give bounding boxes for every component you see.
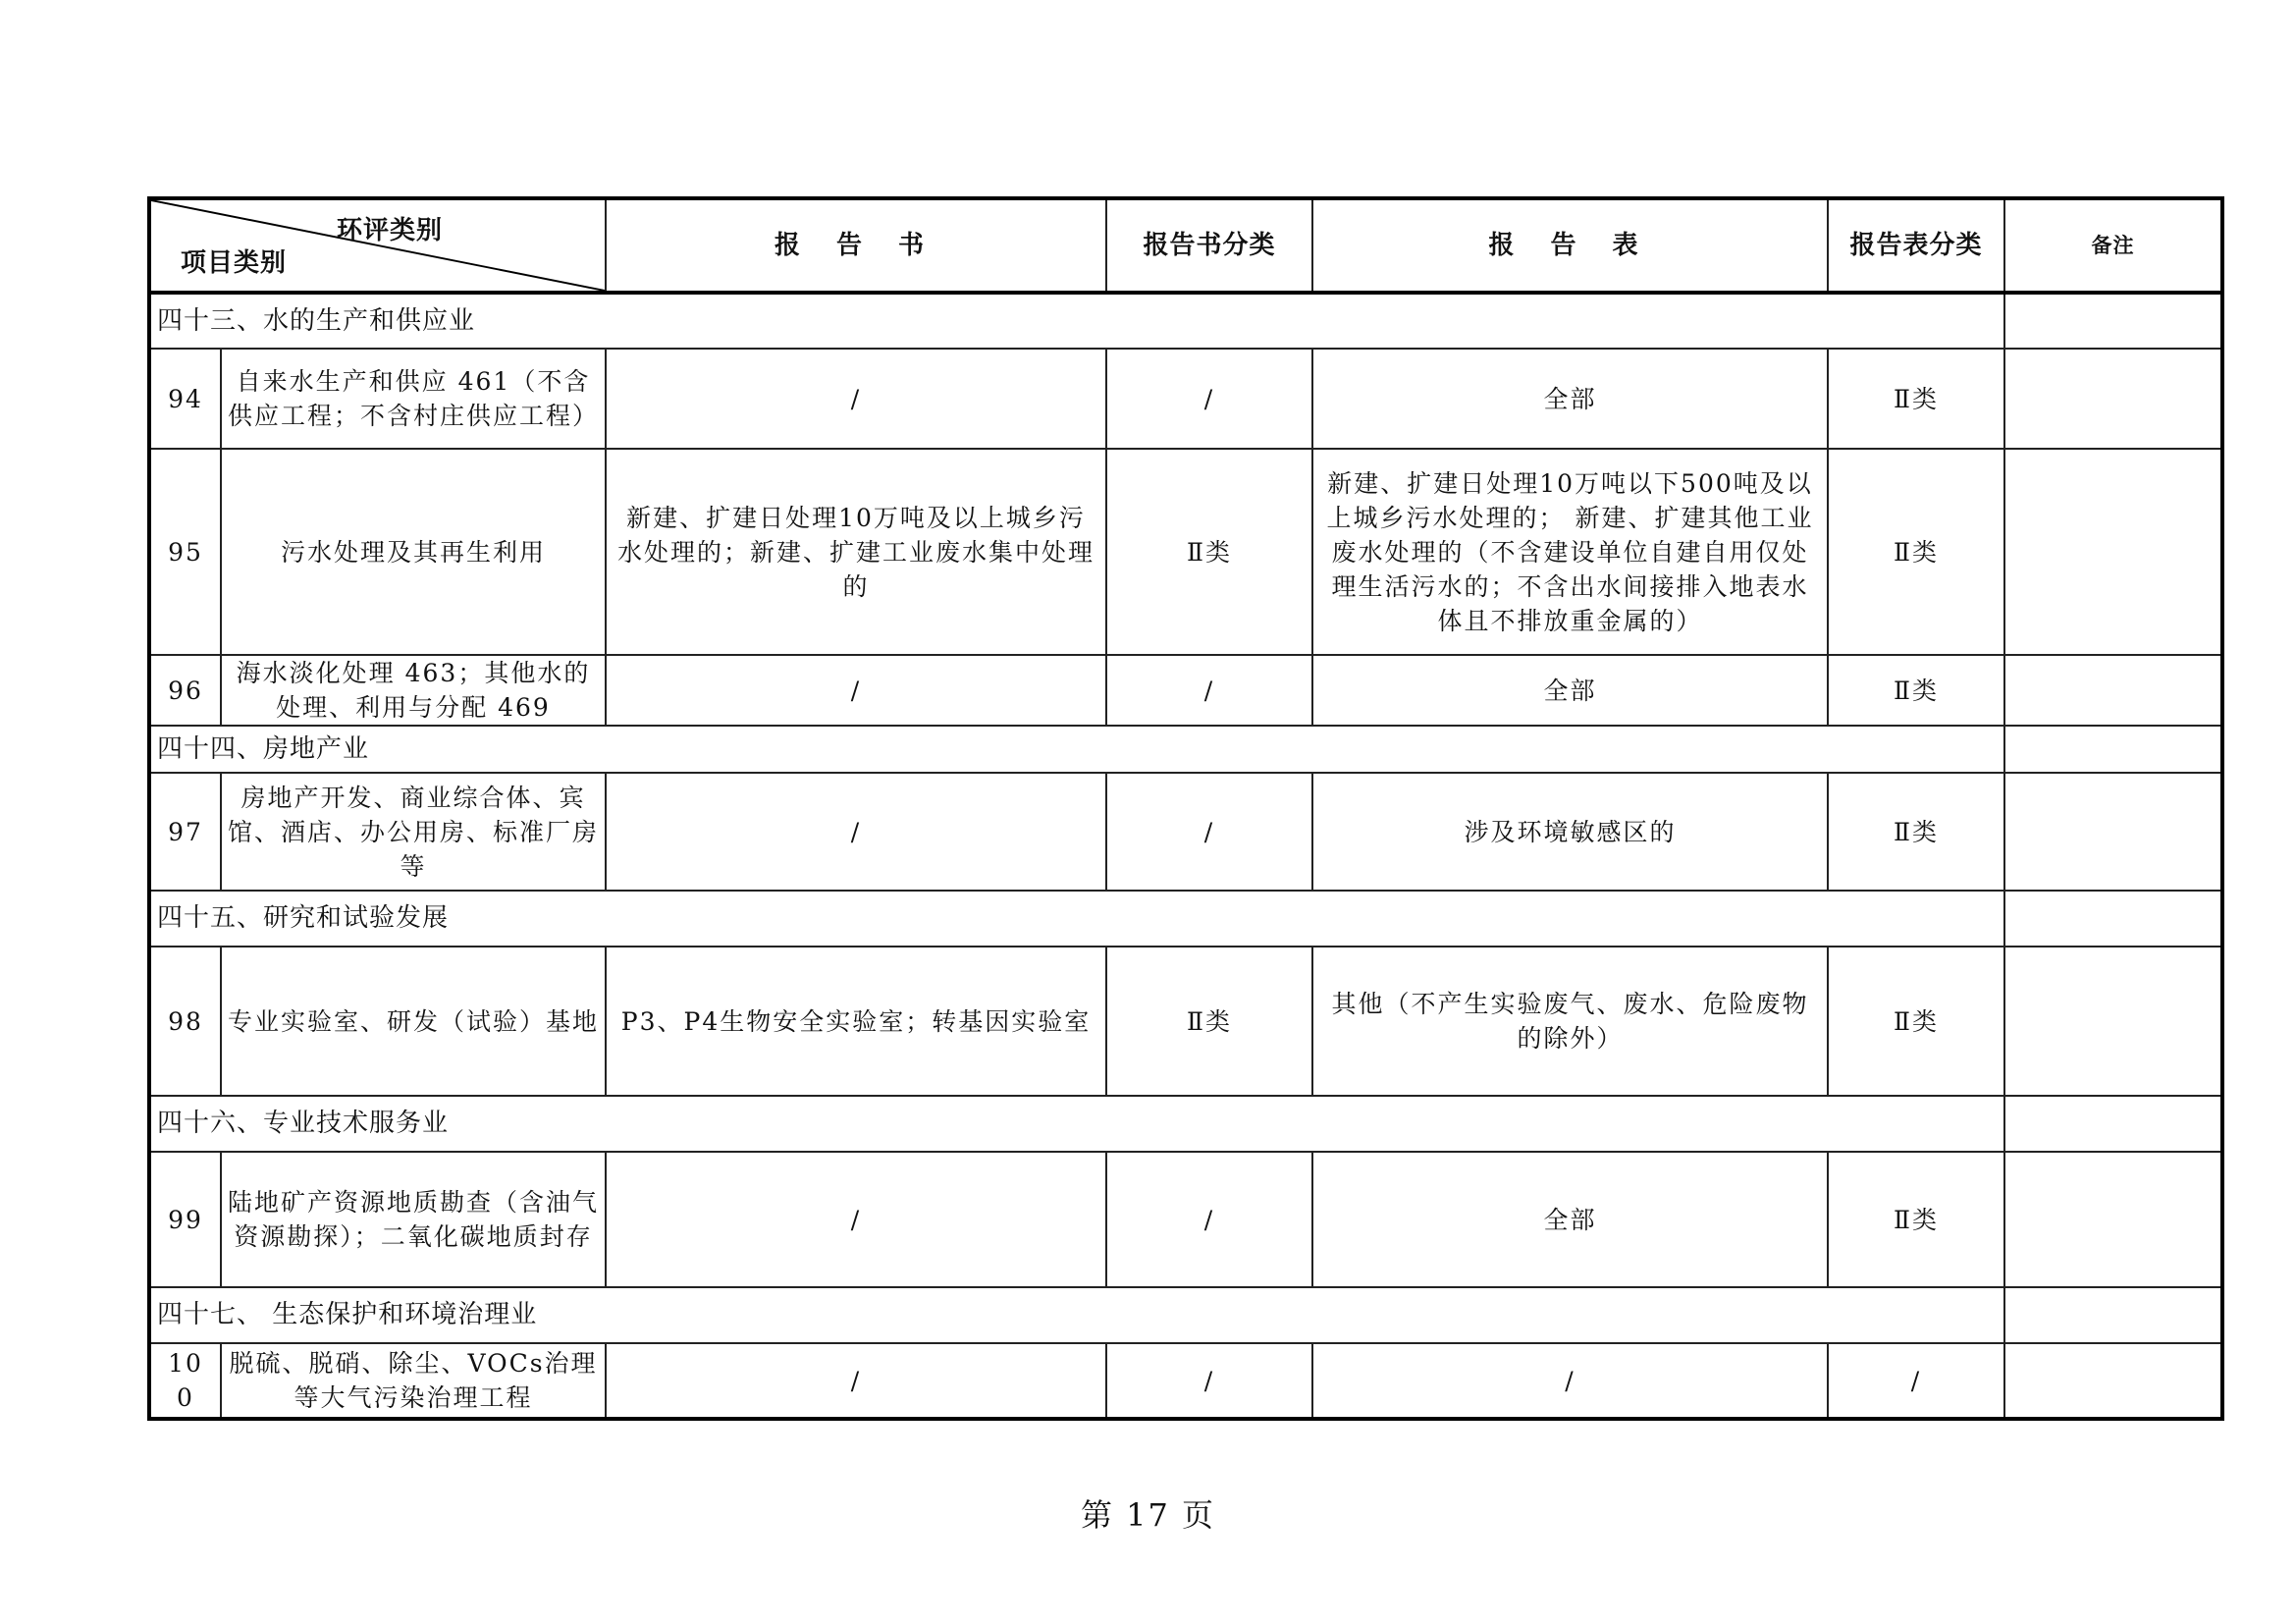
section-title: 四十三、水的生产和供应业 (149, 293, 2004, 349)
row-number: 94 (149, 349, 221, 449)
report-form-cell: / (1312, 1343, 1828, 1419)
report-form-cell: 新建、扩建日处理10万吨以下500吨及以上城乡污水处理的； 新建、扩建其他工业废水处理的（不含建设单位自建自用仅处理生活污水的；不含出水间接排入地表水体且不排放重金属的） (1312, 449, 1828, 655)
note-cell (2004, 655, 2222, 726)
project-category-label: 项目类别 (181, 248, 288, 278)
report-form-cell: 全部 (1312, 655, 1828, 726)
col-note: 备注 (2004, 198, 2222, 293)
note-cell (2004, 947, 2222, 1096)
row-number: 96 (149, 655, 221, 726)
row-number: 100 (149, 1343, 221, 1419)
section-row (149, 1287, 2222, 1343)
table-row (149, 1343, 2222, 1419)
note-cell (2004, 773, 2222, 891)
report-book-cell: / (606, 1152, 1106, 1287)
report-book-class-cell: / (1106, 1343, 1312, 1419)
note-cell (2004, 349, 2222, 449)
report-form-class-cell: Ⅱ类 (1828, 449, 2004, 655)
report-form-class-cell: Ⅱ类 (1828, 349, 2004, 449)
report-book-class-cell: / (1106, 655, 1312, 726)
row-number: 95 (149, 449, 221, 655)
note-cell (2004, 1343, 2222, 1419)
row-number: 97 (149, 773, 221, 891)
report-form-cell: 全部 (1312, 1152, 1828, 1287)
report-form-class-cell: Ⅱ类 (1828, 773, 2004, 891)
report-book-cell: / (606, 1343, 1106, 1419)
table-row (149, 449, 2222, 655)
col-report-form-class: 报告表分类 (1828, 198, 2004, 293)
note-cell (2004, 1152, 2222, 1287)
report-book-class-cell: / (1106, 1152, 1312, 1287)
table-row (149, 349, 2222, 449)
section-title: 四十四、房地产业 (149, 726, 2004, 773)
report-book-class-cell: / (1106, 773, 1312, 891)
report-form-class-cell: Ⅱ类 (1828, 947, 2004, 1096)
section-row (149, 1096, 2222, 1152)
env-category-label: 环评类别 (336, 216, 443, 245)
row-number: 99 (149, 1152, 221, 1287)
section-title: 四十七、 生态保护和环境治理业 (149, 1287, 2004, 1343)
note-cell (2004, 449, 2222, 655)
note-cell (2004, 293, 2222, 349)
report-form-class-cell: Ⅱ类 (1828, 655, 2004, 726)
project-name: 房地产开发、商业综合体、宾馆、酒店、办公用房、标准厂房等 (221, 773, 606, 891)
report-form-cell: 其他（不产生实验废气、废水、危险废物的除外） (1312, 947, 1828, 1096)
classification-table (147, 196, 2224, 1421)
section-title: 四十五、研究和试验发展 (149, 891, 2004, 947)
report-form-cell: 涉及环境敏感区的 (1312, 773, 1828, 891)
col-report-book-class: 报告书分类 (1106, 198, 1312, 293)
table-row (149, 655, 2222, 726)
report-book-cell: / (606, 655, 1106, 726)
section-row (149, 293, 2222, 349)
col-report-form: 报 告 表 (1312, 198, 1828, 293)
note-cell (2004, 1287, 2222, 1343)
table-row (149, 947, 2222, 1096)
row-number: 98 (149, 947, 221, 1096)
project-name: 专业实验室、研发（试验）基地 (221, 947, 606, 1096)
section-row (149, 726, 2222, 773)
note-cell (2004, 1096, 2222, 1152)
report-book-class-cell: Ⅱ类 (1106, 449, 1312, 655)
section-title: 四十六、专业技术服务业 (149, 1096, 2004, 1152)
report-book-class-cell: / (1106, 349, 1312, 449)
report-form-cell: 全部 (1312, 349, 1828, 449)
report-book-cell: / (606, 349, 1106, 449)
project-name: 脱硫、脱硝、除尘、VOCs治理等大气污染治理工程 (221, 1343, 606, 1419)
project-name: 污水处理及其再生利用 (221, 449, 606, 655)
page-number: 第 17 页 (1080, 1496, 1216, 1534)
table-header-row (149, 198, 2222, 293)
note-cell (2004, 891, 2222, 947)
table-row (149, 1152, 2222, 1287)
note-cell (2004, 726, 2222, 773)
report-book-class-cell: Ⅱ类 (1106, 947, 1312, 1096)
col-report-book: 报 告 书 (606, 198, 1106, 293)
project-name: 海水淡化处理 463；其他水的处理、利用与分配 469 (221, 655, 606, 726)
section-row (149, 891, 2222, 947)
report-form-class-cell: / (1828, 1343, 2004, 1419)
report-book-cell: P3、P4生物安全实验室；转基因实验室 (606, 947, 1106, 1096)
diagonal-header-cell (149, 198, 606, 293)
table-row (149, 773, 2222, 891)
report-form-class-cell: Ⅱ类 (1828, 1152, 2004, 1287)
project-name: 陆地矿产资源地质勘查（含油气资源勘探）；二氧化碳地质封存 (221, 1152, 606, 1287)
report-book-cell: / (606, 773, 1106, 891)
project-name: 自来水生产和供应 461（不含供应工程；不含村庄供应工程） (221, 349, 606, 449)
report-book-cell: 新建、扩建日处理10万吨及以上城乡污水处理的；新建、扩建工业废水集中处理的 (606, 449, 1106, 655)
